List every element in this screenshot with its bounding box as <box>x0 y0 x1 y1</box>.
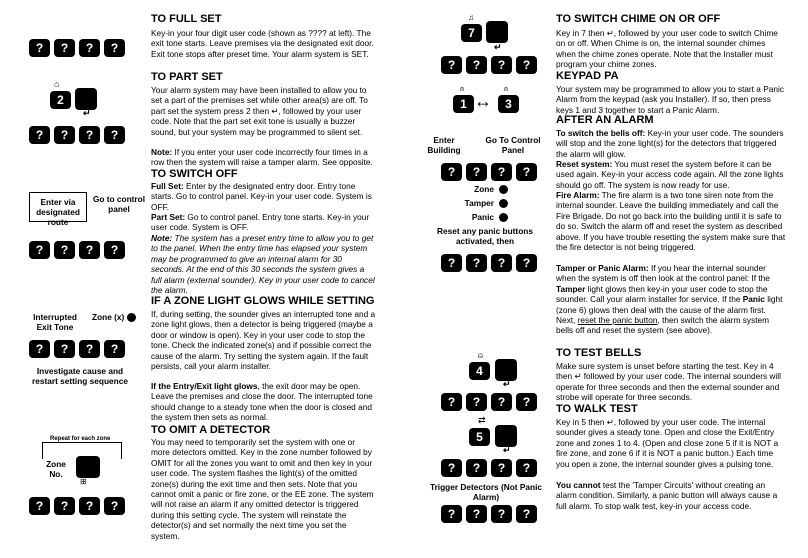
key-q[interactable]: ? <box>466 459 487 477</box>
tamper-light-icon <box>499 199 508 208</box>
omit-icon: ⊞ <box>80 477 87 486</box>
switch-off-part <box>151 212 376 233</box>
tamper-text-2: light glows then key-in your user code to stop the sounder. Call your alarm installer for service. If the <box>556 283 768 305</box>
after-alarm-reset <box>556 159 786 190</box>
key-q[interactable]: ? <box>29 497 50 515</box>
key-q[interactable]: ? <box>29 241 50 259</box>
enter-via-route-box: Enter via designated route <box>29 192 87 222</box>
key-q[interactable]: ? <box>79 39 100 57</box>
key-enter[interactable] <box>495 425 517 447</box>
reset-panic-button-text: reset the panic button <box>577 315 658 326</box>
omit-heading: TO OMIT A DETECTOR <box>151 424 271 436</box>
key-q[interactable]: ? <box>104 126 125 144</box>
walk-test-body-1: Key in 5 then ↵, followed by your user code. The internal sounder gives a steady tone. Open and close the Exit/Entry zone and zones 1 to 4. (Open and close zone 5 if it is NOT a fire zone, and zone 6 if it is NOT a panic button.) Each time you open a zone, the internal sounder gives a pulsing tone. <box>556 417 779 469</box>
key-q[interactable]: ? <box>491 505 512 523</box>
bell-icon: ⍝ <box>504 86 509 93</box>
zone-light-heading: IF A ZONE LIGHT GLOWS WHILE SETTING <box>151 295 375 307</box>
walk-test-heading: TO WALK TEST <box>556 403 638 415</box>
key-q[interactable]: ? <box>79 340 100 358</box>
switch-off-heading: TO SWITCH OFF <box>151 168 238 180</box>
key-row-omit <box>29 497 125 515</box>
trigger-detectors-label: Trigger Detectors (Not Panic Alarm) <box>429 482 543 502</box>
chime-body: Key in 7 then ↵, followed by your user code to switch Chime on or off. When Chime is on, the internal sounder chimes when the chime zones operate. Note that the Installer must program your chime zones. <box>556 28 778 70</box>
key-q[interactable]: ? <box>466 393 487 411</box>
key-1[interactable]: 1 <box>453 95 474 113</box>
go-to-control-label: Go To Control Panel <box>485 135 541 155</box>
key-5[interactable]: 5 <box>469 428 490 446</box>
walk-test-body-2 <box>556 480 786 511</box>
investigate-label: Investigate cause and restart setting sequence <box>32 366 128 386</box>
zone-light-exit-text: , the exit door may be open. Leave the premises and close the door. The interrupted tone should change to a steady tone when the door is closed and the system then sets as normal. <box>151 381 373 423</box>
key-3[interactable]: 3 <box>498 95 519 113</box>
zone-x-text: Zone (x) <box>92 312 125 322</box>
key-q[interactable]: ? <box>79 241 100 259</box>
zone-light-body: If, during setting, the sounder gives an interrupted tone and a zone light glows, then a detector is being triggered (maybe a door or window is open). Key in your user code to stop the tone. Check the indicated zone(s) and if possible correct the cause of the alarm. Try setting the system again. If the fault persists, call your alarm installer. <box>151 309 376 372</box>
after-alarm-bells <box>556 128 786 159</box>
reset-system-text: You must reset the system before it can be used again. Key-in your access code again. All the zone lights should go off. The system is now ready for use. <box>556 159 784 190</box>
key-q[interactable]: ? <box>54 340 75 358</box>
key-2[interactable]: 2 <box>50 91 71 109</box>
key-q[interactable]: ? <box>491 393 512 411</box>
zone-light-exit <box>151 381 376 423</box>
tamper-panic-label: Tamper or Panic Alarm: <box>556 263 649 273</box>
key-row-part-set <box>29 126 125 144</box>
panic-word: Panic <box>742 294 765 305</box>
enter-symbol-icon: ↵ <box>503 379 511 389</box>
tamper-label: Tamper <box>464 198 494 208</box>
full-set-label: Full Set: <box>151 181 184 191</box>
tamper-text-1: If you hear the internal sounder when the system is off then look at the control panel: If the <box>556 263 770 284</box>
key-omit[interactable] <box>76 456 100 478</box>
exit-light-label: If the Entry/Exit light glows <box>151 381 258 391</box>
key-row-full-set <box>29 39 125 57</box>
key-q[interactable]: ? <box>516 56 537 74</box>
zone-label: Zone <box>474 184 494 194</box>
tamper-text-4: , then switch the alarm system bells off and reset the system (see above). <box>556 315 770 336</box>
zone-light-icon <box>499 185 508 194</box>
fire-alarm-text: The fire alarm is a two tone siren note from the internal sounder. Leave the building immediately and call the Fire Brigade. Do not go back into the building until it is safe to do so. Switch the alarm off and reset the system as described above. If you have trouble resetting the system make sure that the fire detector is not being triggered. <box>556 190 786 253</box>
tamper-text-3: light (zone 6) glows then deal with the cause of the alarm first. Next, <box>556 294 783 326</box>
key-q[interactable]: ? <box>79 126 100 144</box>
note-label: Note: <box>151 147 173 157</box>
key-row-walk-test <box>441 459 537 477</box>
enter-symbol-icon: ↵ <box>494 42 502 52</box>
key-q[interactable]: ? <box>29 39 50 57</box>
key-q[interactable]: ? <box>491 254 512 272</box>
key-q[interactable]: ? <box>441 393 462 411</box>
key-q[interactable]: ? <box>441 505 462 523</box>
panic-light-icon <box>499 213 508 222</box>
switch-off-part-text: Go to control panel. Entry tone starts. Key-in your user code. System is OFF. <box>151 212 370 233</box>
switch-off-full-text: Enter by the designated entry door. Entry tone starts. Go to control panel. Key-in your user code. System is OFF. <box>151 181 372 212</box>
key-enter[interactable] <box>495 359 517 381</box>
key-row-chime <box>441 56 537 74</box>
key-q[interactable]: ? <box>491 459 512 477</box>
zone-light-icon <box>127 313 136 322</box>
key-q[interactable]: ? <box>104 241 125 259</box>
key-row-zone-light <box>29 340 125 358</box>
key-q[interactable]: ? <box>29 126 50 144</box>
key-q[interactable]: ? <box>516 505 537 523</box>
after-alarm-tamper <box>556 263 786 336</box>
key-q[interactable]: ? <box>466 254 487 272</box>
reset-system-label: Reset system: <box>556 159 613 169</box>
key-q[interactable]: ? <box>441 254 462 272</box>
chime-icon: ♫ <box>468 13 474 22</box>
key-q[interactable]: ? <box>441 56 462 74</box>
key-row-test-bells <box>441 393 537 411</box>
key-q[interactable]: ? <box>491 163 512 181</box>
part-set-label: Part Set: <box>151 212 186 222</box>
double-arrow-icon: ↔ <box>474 91 492 111</box>
key-enter[interactable] <box>75 88 97 110</box>
part-set-body: Your alarm system may have been installed to allow you to set a part of the premises set while other area(s) are off. To part set the system press 2 then ↵, followed by your user code. Note that the part set exit tone is usually a buzzer sound, but your system may be programmed to silent set. <box>151 85 368 137</box>
walk-test-body-2-text: test the 'Tamper Circuits' without creating an alarm condition. Similarly, a panic button will always cause a full alarm. To stop walk test, key-in your access code. <box>556 480 778 511</box>
test-bells-body: Make sure system is unset before starting the test. Key in 4 then ↵ followed by your user code. The internal sounders will operate for three seconds and then the external sounder and strobe will operate for three seconds. <box>556 361 781 403</box>
key-q[interactable]: ? <box>516 254 537 272</box>
test-bells-heading: TO TEST BELLS <box>556 347 642 359</box>
note-label: Note: <box>151 233 173 243</box>
key-row-switch-off <box>29 241 125 259</box>
switch-off-note-text: The system has a preset entry time to allow you to get to the panel. When the entry time has elapsed your system may be programmed to give an internal alarm for 30 seconds. At the end of this 30 seconds the system gives a full alarm (external sounder). Key in your user code to cancel the alarm. <box>151 233 375 296</box>
keypad-pa-body: Your system may be programmed to allow you to start a Panic Alarm from the keypad (ask you Installer). If so, then press keys 1 and 3 together to start a Panic Alarm. <box>556 84 784 115</box>
full-set-body: Key-in your four digit user code (shown as ???? at left). The exit tone starts. Leave premises via the designated exit door. Exit tone stops after preset time. Your alarm system is SET. <box>151 28 374 59</box>
keypad-pa-heading: KEYPAD PA <box>556 70 619 82</box>
bells-off-label: To switch the bells off: <box>556 128 646 138</box>
key-q[interactable]: ? <box>54 39 75 57</box>
key-row-reset <box>441 254 537 272</box>
fire-alarm-label: Fire Alarm: <box>556 190 600 200</box>
switch-off-note <box>151 233 376 295</box>
part-set-note <box>151 147 376 168</box>
zone-no-label: Zone No. <box>46 459 66 479</box>
enter-symbol-icon: ↵ <box>83 108 91 118</box>
key-q[interactable]: ? <box>466 56 487 74</box>
key-q[interactable]: ? <box>466 505 487 523</box>
panic-label: Panic <box>471 212 494 222</box>
after-alarm-heading: AFTER AN ALARM <box>556 114 654 126</box>
chime-heading: TO SWITCH CHIME ON OR OFF <box>556 13 721 25</box>
key-q[interactable]: ? <box>466 163 487 181</box>
key-q[interactable]: ? <box>104 340 125 358</box>
key-7[interactable]: 7 <box>461 24 482 42</box>
key-row-after-alarm <box>441 163 537 181</box>
key-q[interactable]: ? <box>516 459 537 477</box>
part-set-heading: TO PART SET <box>151 71 223 83</box>
key-q[interactable]: ? <box>79 497 100 515</box>
enter-building-label: Enter Building <box>427 135 461 155</box>
key-q[interactable]: ? <box>104 497 125 515</box>
tamper-word: Tamper <box>556 283 586 294</box>
go-to-panel-label: Go to control panel <box>92 194 146 214</box>
bell-icon: ⍝ <box>460 86 465 93</box>
part-set-note-text: If you enter your user code incorrectly four times in a row then the system will raise a tamper alarm. See opposite. <box>151 147 373 168</box>
enter-symbol-icon: ↵ <box>503 445 511 455</box>
zone-x-label <box>92 312 136 322</box>
interrupted-exit-tone-label: Interrupted Exit Tone <box>33 312 77 332</box>
key-q[interactable]: ? <box>491 56 512 74</box>
cannot-label: You cannot <box>556 480 601 490</box>
key-enter[interactable] <box>486 21 508 43</box>
reset-panic-label: Reset any panic buttons activated, then <box>437 226 533 246</box>
key-4[interactable]: 4 <box>469 362 490 380</box>
key-q[interactable]: ? <box>441 163 462 181</box>
key-q[interactable]: ? <box>516 163 537 181</box>
switch-off-full <box>151 181 376 212</box>
key-q[interactable]: ? <box>54 497 75 515</box>
full-set-heading: TO FULL SET <box>151 13 222 25</box>
key-q[interactable]: ? <box>29 340 50 358</box>
house-icon: ⌂ <box>54 79 60 89</box>
key-q[interactable]: ? <box>516 393 537 411</box>
walk-icon: ⇄ <box>478 415 486 425</box>
key-q[interactable]: ? <box>54 241 75 259</box>
key-q[interactable]: ? <box>104 39 125 57</box>
key-q[interactable]: ? <box>441 459 462 477</box>
after-alarm-fire <box>556 190 786 252</box>
key-row-walk-end <box>441 505 537 523</box>
key-q[interactable]: ? <box>54 126 75 144</box>
bell-icon: ⍝ <box>478 351 483 360</box>
omit-body: You may need to temporarily set the system with one or more detectors omitted. Key in the zone number followed by OMIT for all the zones you want to omit and then key in your user code. The system flashes the light(s) of the omitted zone(s) during the exit time and then sets. Note that you cannot omit a panic or fire zone, or the EE zone. The system will not raise an alarm if any omitted detector is triggered during this setting cycle. The system will reinstate the detector(s) and set normally the next time you set the system. <box>151 437 374 541</box>
bells-off-text: Key-in your user code. The sounders will stop and the zone light(s) for the detectors that triggered the alarm will glow. <box>556 128 784 159</box>
repeat-label: Repeat for each zone <box>50 436 111 442</box>
